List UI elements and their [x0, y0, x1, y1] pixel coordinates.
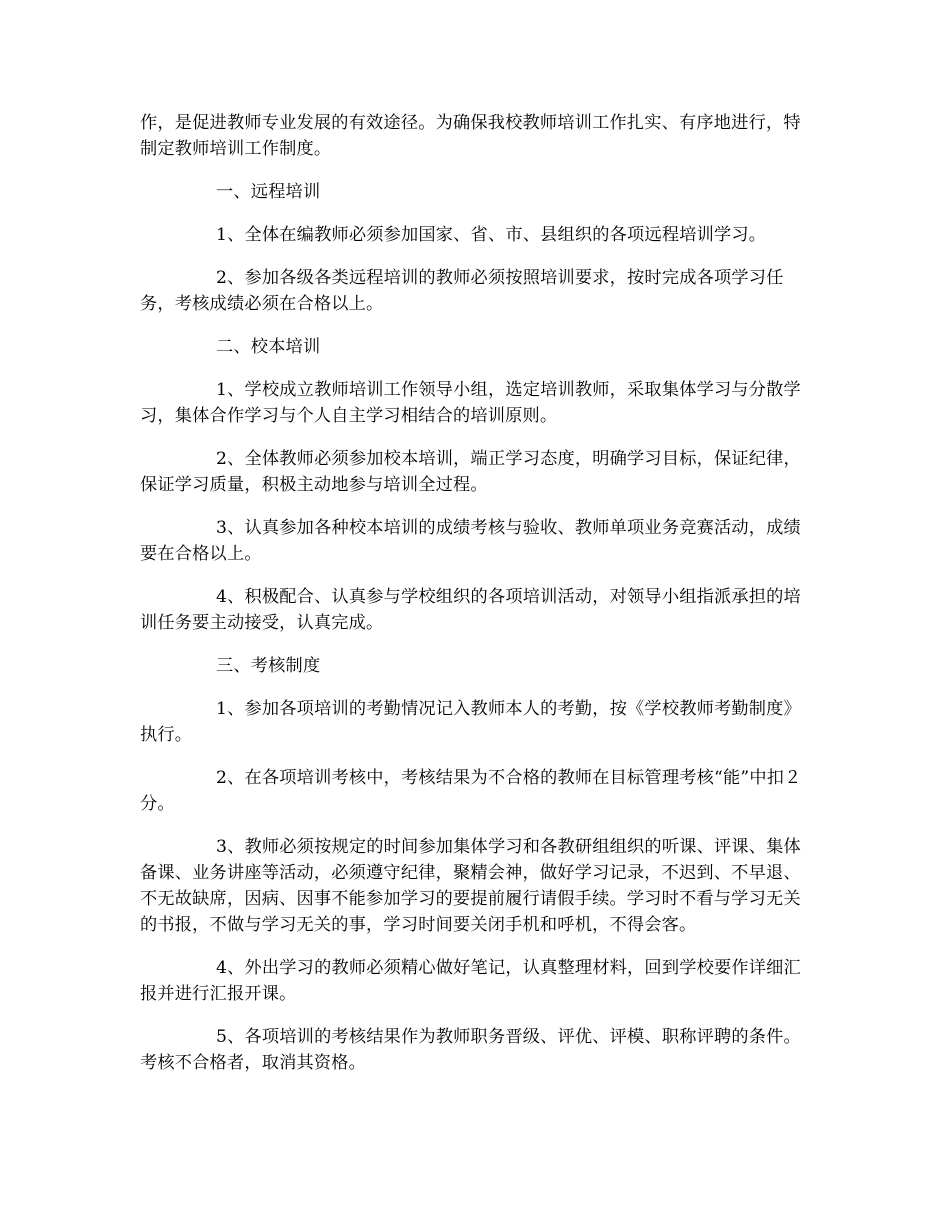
- remote-training-item-1: 1、全体在编教师必须参加国家、省、市、县组织的各项远程培训学习。: [216, 225, 767, 245]
- school-training-item-2: 2、全体教师必须参加校本培训，端正学习态度，明确学习目标，保证纪律，保证学习质量，积极主动地参与培训全过程。: [140, 449, 801, 495]
- school-training-item-4: 4、积极配合、认真参与学校组织的各项培训活动，对领导小组指派承担的培训任务要主动接受，认真完成。: [140, 587, 801, 633]
- school-training-item-3: 3、认真参加各种校本培训的成绩考核与验收、教师单项业务竞赛活动，成绩要在合格以上。: [140, 518, 801, 564]
- remote-training-item-2: 2、参加各级各类远程培训的教师必须按照培训要求，按时完成各项学习任务，考核成绩必须在合格以上。: [140, 268, 784, 314]
- assessment-item-4: 4、外出学习的教师必须精心做好笔记，认真整理材料，回到学校要作详细汇报并进行汇报开课。: [140, 958, 801, 1004]
- assessment-item-5: 5、各项培训的考核结果作为教师职务晋级、评优、评模、职称评聘的条件。考核不合格者，取消其资格。: [140, 1027, 801, 1073]
- assessment-item-3: 3、教师必须按规定的时间参加集体学习和各教研组组织的听课、评课、集体备课、业务讲座等活动，必须遵守纪律，聚精会神，做好学习记录，不迟到、不早退、不无故缺席，因病、因事不能参加学习的要提前履行请假手续。学习时不看与学习无关的书报，不做与学习无关的事，学习时间要关闭手机和呼机，不得会客。: [140, 837, 801, 935]
- section-heading-school-training: 二、校本培训: [216, 337, 321, 357]
- intro-paragraph: 作，是促进教师专业发展的有效途径。为确保我校教师培训工作扎实、有序地进行，特制定教师培训工作制度。: [140, 113, 801, 159]
- section-heading-assessment: 三、考核制度: [216, 656, 321, 676]
- school-training-item-1: 1、学校成立教师培训工作领导小组，选定培训教师，采取集体学习与分散学习，集体合作学习与个人自主学习相结合的培训原则。: [140, 380, 801, 426]
- section-heading-remote-training: 一、远程培训: [216, 182, 321, 202]
- assessment-item-1: 1、参加各项培训的考勤情况记入教师本人的考勤，按《学校教师考勤制度》执行。: [140, 699, 801, 745]
- document-body: [140, 110, 802, 1093]
- assessment-item-2: 2、在各项培训考核中，考核结果为不合格的教师在目标管理考核“能”中扣２分。: [140, 768, 802, 814]
